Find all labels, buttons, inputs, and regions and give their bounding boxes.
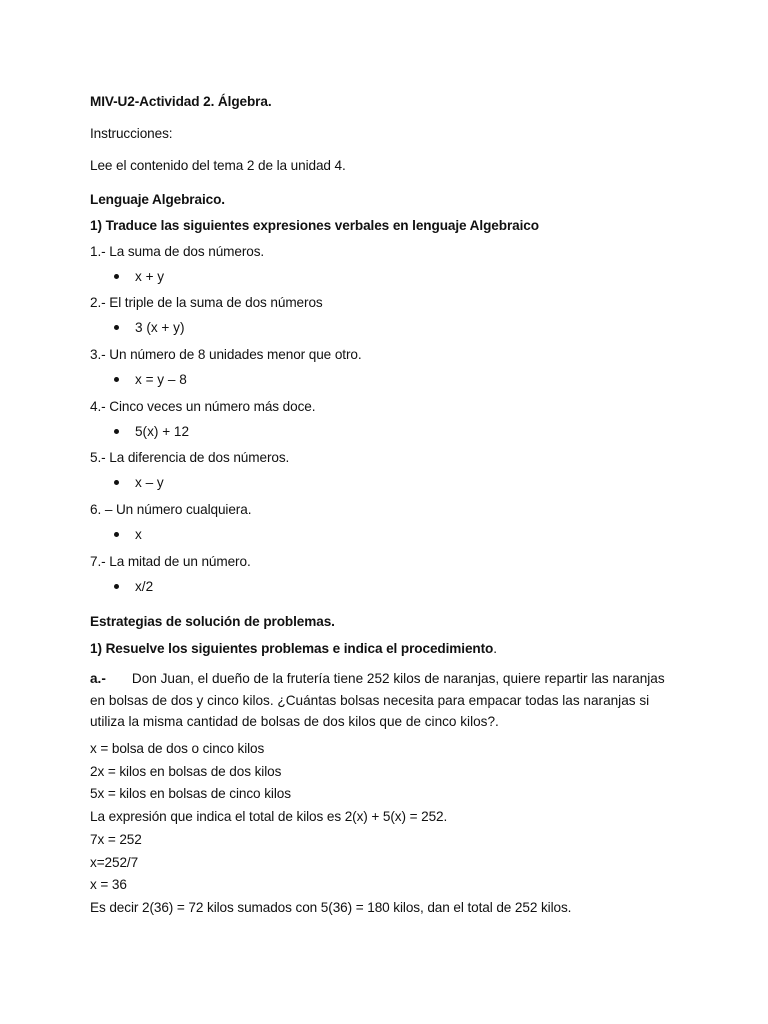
answer-1 [114,268,164,285]
bullet-icon [114,480,119,485]
solution-line: Es decir 2(36) = 72 kilos sumados con 5(36) = 180 kilos, dan el total de 252 kilos. [90,900,572,915]
answer-7 [114,578,153,595]
bullet-icon [114,377,119,382]
question-3: 3.- Un número de 8 unidades menor que otro. [90,347,362,362]
solution-line: x=252/7 [90,855,139,870]
bullet-icon [114,429,119,434]
section2-subheading-text: 1) Resuelve los siguientes problemas e indica el procedimiento [90,641,494,656]
solution-line: x = 36 [90,877,127,892]
answer-3 [114,371,187,388]
question-2: 2.- El triple de la suma de dos números [90,295,323,310]
document-title: MIV-U2-Actividad 2. Álgebra. [90,94,272,109]
document-page [90,0,710,1024]
question-6: 6. – Un número cualquiera. [90,502,252,517]
answer-4 [114,423,189,440]
section2-subheading [90,640,497,657]
solution-line: x = bolsa de dos o cinco kilos [90,741,265,756]
problem-a [90,668,680,733]
answer-5-text: x – y [135,475,164,490]
answer-2 [114,319,184,336]
section1-subheading: 1) Traduce las siguientes expresiones verbales en lenguaje Algebraico [90,218,539,233]
answer-5 [114,474,164,491]
answer-6 [114,526,142,543]
answer-3-text: x = y – 8 [135,372,187,387]
answer-2-text: 3 (x + y) [135,320,185,335]
instructions-text: Lee el contenido del tema 2 de la unidad 4. [90,158,346,173]
section1-heading: Lenguaje Algebraico. [90,192,225,207]
solution-line: 2x = kilos en bolsas de dos kilos [90,764,282,779]
answer-6-text: x [135,527,142,542]
answer-1-text: x + y [135,269,165,284]
question-5: 5.- La diferencia de dos números. [90,450,290,465]
bullet-icon [114,274,119,279]
question-4: 4.- Cinco veces un número más doce. [90,399,316,414]
problem-a-label: a.- [90,671,106,686]
solution-line: La expresión que indica el total de kilos es 2(x) + 5(x) = 252. [90,809,448,824]
question-1: 1.- La suma de dos números. [90,244,265,259]
question-7: 7.- La mitad de un número. [90,554,251,569]
problem-a-text: Don Juan, el dueño de la frutería tiene 252 kilos de naranjas, quiere repartir las naranjas en bolsas de dos y cinco kilos. ¿Cuántas bolsas necesita para empacar todas las naranjas si utiliza la misma cantidad de bolsas de dos kilos que de cinco kilos?. [90,671,665,729]
solution-line: 5x = kilos en bolsas de cinco kilos [90,786,291,801]
section2-subheading-end: . [493,641,497,656]
instructions-heading: Instrucciones: [90,126,173,141]
section2-heading: Estrategias de solución de problemas. [90,614,335,629]
answer-7-text: x/2 [135,579,154,594]
bullet-icon [114,532,119,537]
answer-4-text: 5(x) + 12 [135,424,190,439]
solution-line: 7x = 252 [90,832,142,847]
bullet-icon [114,584,119,589]
bullet-icon [114,325,119,330]
